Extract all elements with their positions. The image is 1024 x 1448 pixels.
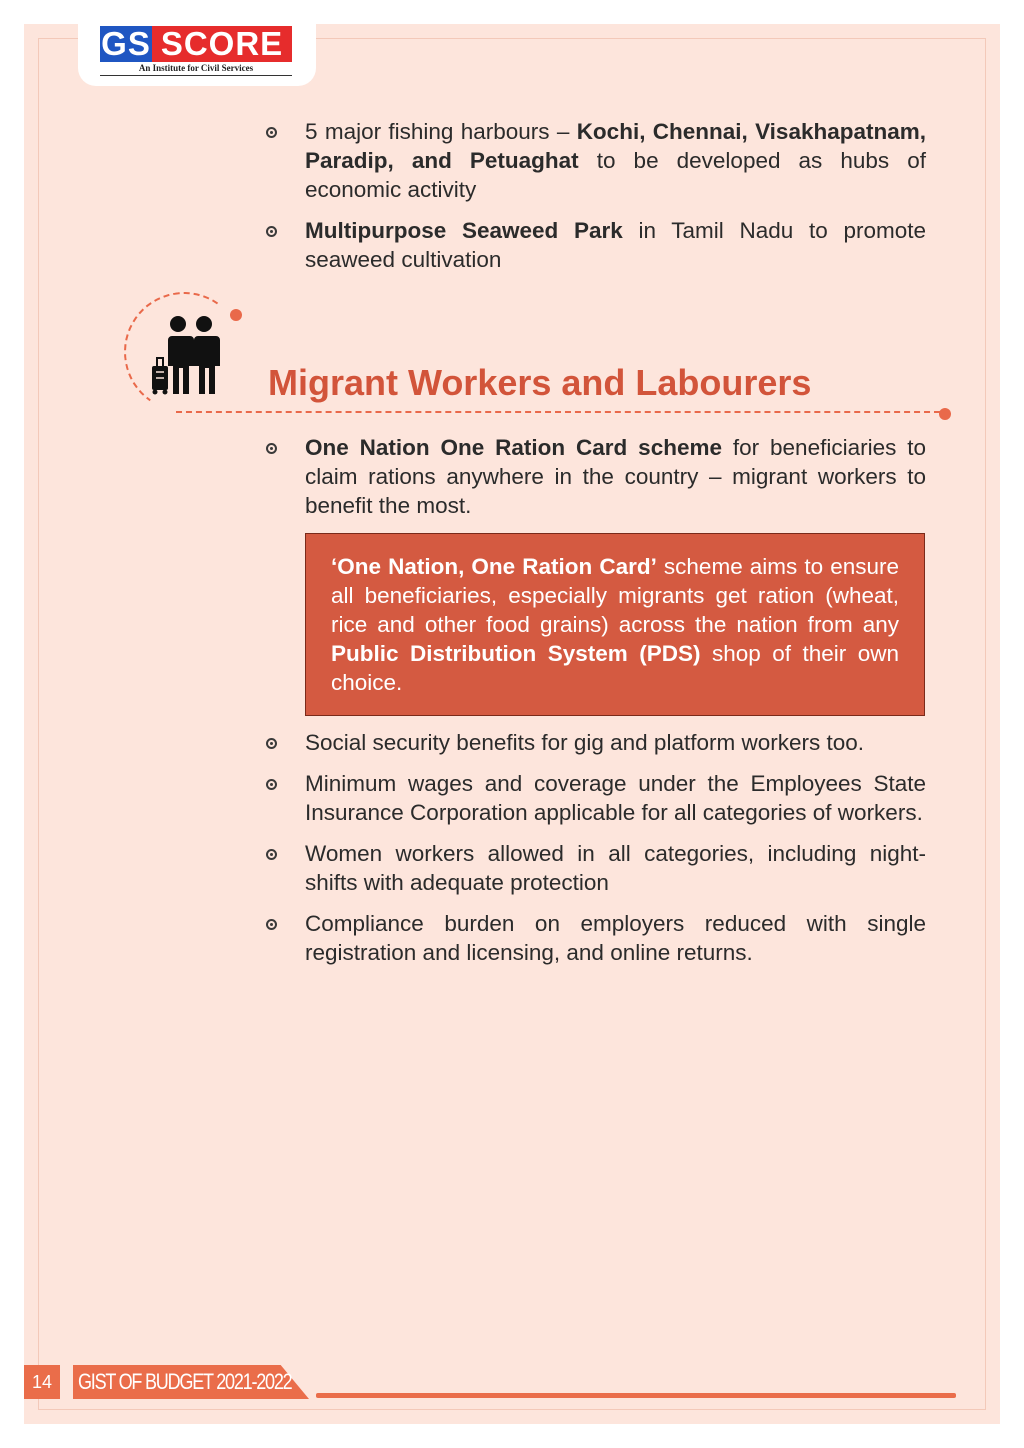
bottom-bullet-list xyxy=(262,728,926,979)
bullet-icon xyxy=(266,443,277,454)
ration-bullet-list xyxy=(262,433,926,532)
bullet-icon xyxy=(266,779,277,790)
migrant-travellers-icon xyxy=(150,314,224,396)
bullet-text: Minimum wages and coverage under the Employees State Insurance Corporation applicable for all categories of workers. xyxy=(305,771,926,825)
logo-tagline: An Institute for Civil Services xyxy=(138,63,254,73)
bullet-text: Social security benefits for gig and platform workers too. xyxy=(305,730,865,755)
section-divider xyxy=(176,411,940,413)
divider-end-dot xyxy=(939,408,951,420)
callout-lead: ‘One Nation, One Ration Card’ xyxy=(331,554,657,579)
bullet-text: Compliance burden on employers reduced with single registration and licensing, and online returns. xyxy=(305,911,926,965)
footer-rule xyxy=(316,1393,956,1398)
logo-underline xyxy=(100,75,292,76)
page-number: 14 xyxy=(24,1365,60,1399)
bullet-icon xyxy=(266,849,277,860)
bullet-icon xyxy=(266,226,277,237)
section-title: Migrant Workers and Labourers xyxy=(268,362,812,403)
bullet-icon xyxy=(266,919,277,930)
callout-pds: Public Distribution System (PDS) xyxy=(331,641,701,666)
top-bullet-list xyxy=(262,117,926,286)
list-item xyxy=(262,839,926,897)
list-item xyxy=(262,433,926,520)
footer-title: GIST OF BUDGET 2021-2022 xyxy=(78,1369,292,1394)
list-item xyxy=(262,216,926,274)
list-item xyxy=(262,769,926,827)
callout-text-end: shop of their own choice. xyxy=(331,641,900,695)
bullet-text: Multipurpose Seaweed Park in Tamil Nadu to promote seaweed cultivation xyxy=(305,218,926,272)
ring-end-dot xyxy=(230,309,242,321)
callout-text: scheme aims to ensure all beneficiaries, especially migrants get ration (wheat, rice and other food grains) across the nation from any xyxy=(331,554,900,637)
ration-card-callout xyxy=(305,533,925,716)
bullet-icon xyxy=(266,738,277,749)
logo-gs: GS xyxy=(101,25,151,62)
bullet-text: 5 major fishing harbours – Kochi, Chennai, Visakhapatnam, Paradip, and Petuaghat to be developed as hubs of economic activity xyxy=(305,119,926,202)
bullet-icon xyxy=(266,127,277,138)
logo-score: SCORE xyxy=(152,26,292,62)
list-item xyxy=(262,117,926,204)
list-item xyxy=(262,909,926,967)
bullet-text: Women workers allowed in all categories, including night-shifts with adequate protection xyxy=(305,841,926,895)
list-item xyxy=(262,728,926,757)
bullet-text: One Nation One Ration Card scheme for beneficiaries to claim rations anywhere in the country – migrant workers to benefit the most. xyxy=(305,435,926,518)
